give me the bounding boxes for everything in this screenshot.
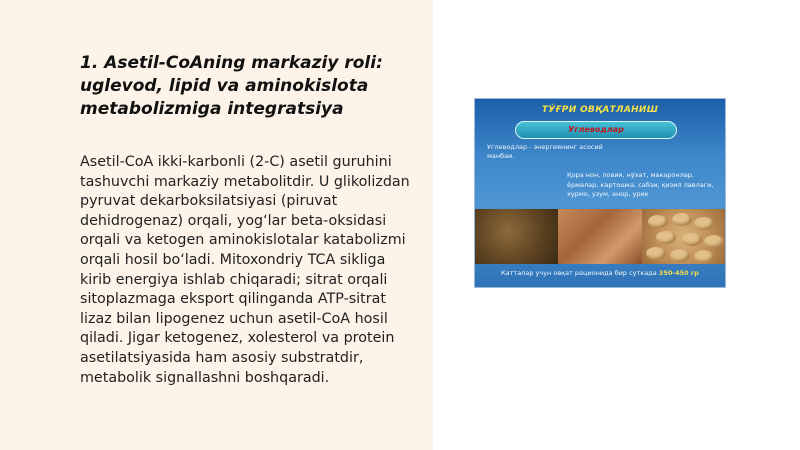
embedded-slide-image — [475, 99, 725, 287]
slide-image-pill-label: Углеводлар — [568, 125, 624, 134]
slide-image-line2: Қора нон, ловия, нўхат, макаронлар, ёрмалар, картошка, сабзи, қизил лавлаги, хурмо, узум, анор, урик — [567, 171, 714, 198]
slide-image-line1: Углеводлар - энергиянинг асосий манбаи. — [487, 143, 603, 160]
slide-footer-value: 350-450 гр — [658, 269, 699, 277]
grains-photo — [475, 209, 558, 264]
slide-footer-text: Катталар учун овқат рационида бир суткада — [501, 269, 657, 277]
slide-image-pill — [515, 121, 677, 139]
food-photo-strip — [475, 209, 725, 264]
slide-heading: 1. Asetil-CoAning markaziy roli: uglevod, lipid va aminokislota metabolizmiga integratsiya — [80, 53, 383, 119]
body-paragraph: Asetil-CoA ikki-karbonli (2-C) asetil guruhini tashuvchi markaziy metabolitdir. U glikolizdan pyruvat dekarboksilatsiyasi (piruvat dehidrogenaz) orqali, yog‘lar beta-oksidasi orqali va ketogen aminokislotalar katabolizmi orqali hosil bo‘ladi. Mitoxondriy TCA sikliga kirib energiya ishlab chiqaradi; sitrat orqali sitoplazmaga eksport qilinganda ATP-sitrat lizaz bilan lipogenez uchun asetil-CoA hosil qiladi. Jigar ketogenez, xolesterol va protein asetilatsiyasida ham asosiy substratdir, metabolik signallashni boshqaradi. — [80, 154, 410, 386]
slide-image-title: ТЎҒРИ ОВҚАТЛАНИШ — [541, 105, 659, 115]
slide-image-footer — [475, 269, 725, 277]
bread-photo — [558, 209, 641, 264]
potatoes-photo — [642, 209, 725, 264]
